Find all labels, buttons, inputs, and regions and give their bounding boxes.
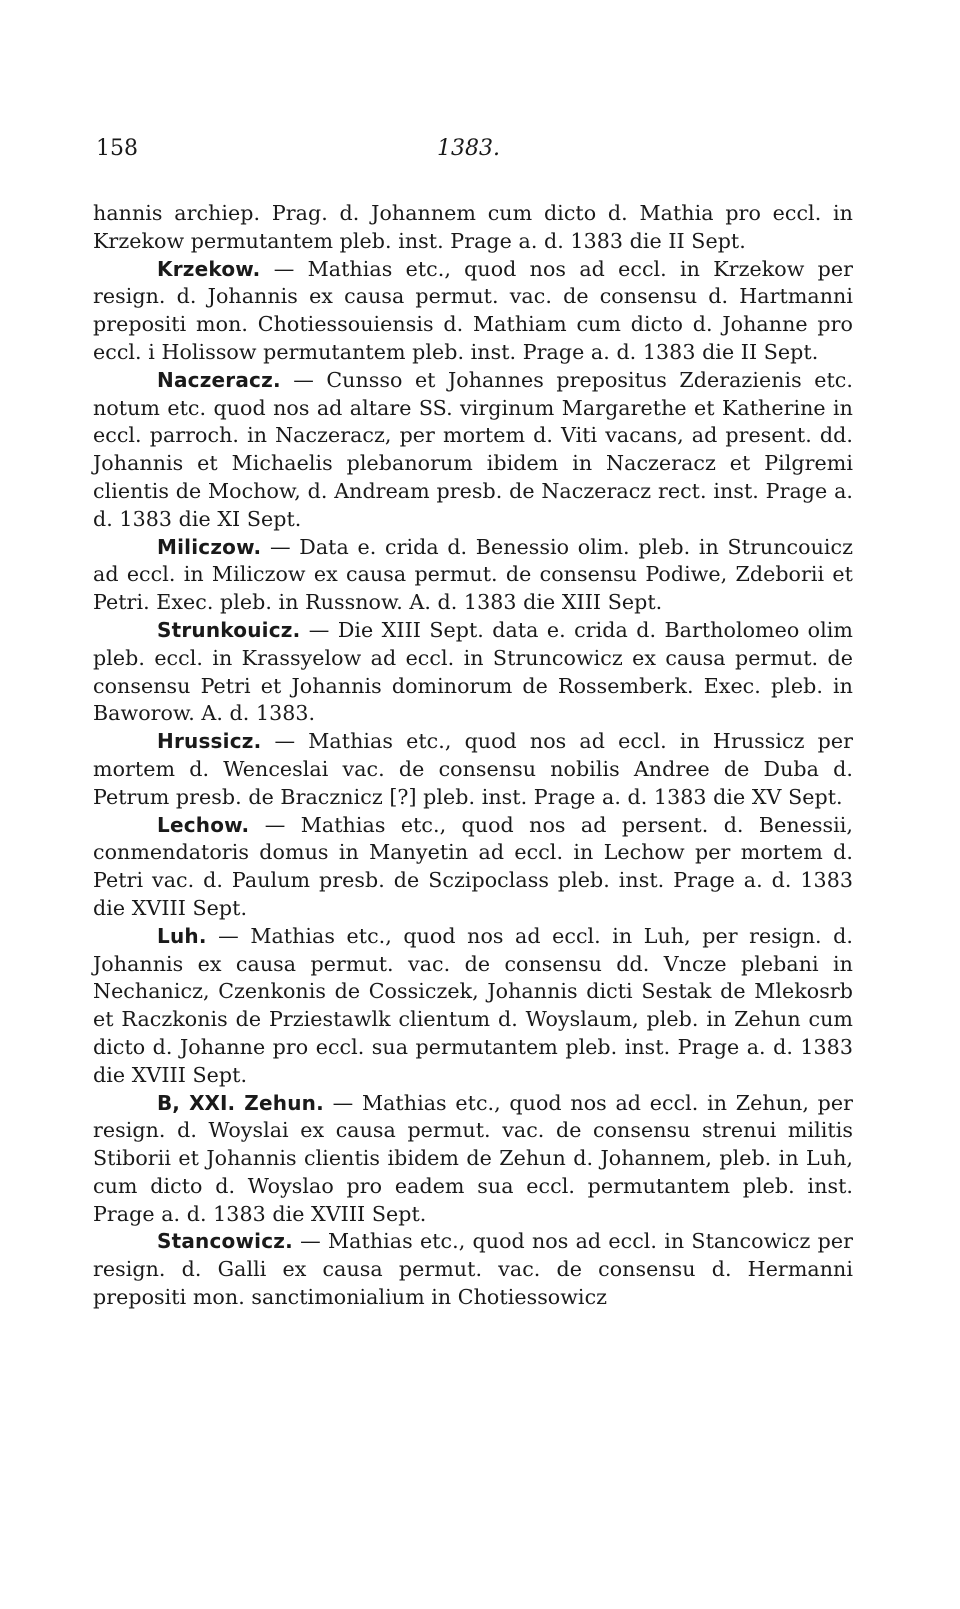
entry-text: — Mathias etc., quod nos ad eccl. in Hrussicz per mortem d. Wenceslai vac. de consensu nobilis Andree de Duba d. Petrum presb. de Bracznicz [?] pleb. inst. Prage a. d. 1383 die XV Sept. (93, 729, 853, 809)
entry-text: — Mathias etc., quod nos ad persent. d. Benessii, conmendatoris domus in Manyetin ad eccl. in Lechow per mortem d. Petri vac. d. Paulum presb. de Sczipoclass pleb. inst. Prage a. d. 1383 die XVIII Sept. (93, 812, 853, 920)
entry-zehun (93, 1090, 853, 1229)
entry-text: — Mathias etc., quod nos ad eccl. in Stancowicz per resign. d. Galli ex causa permut. vac. de consensu d. Hermanni prepositi mon. sanctimonialium in Chotiessowicz (93, 1229, 853, 1310)
entry-naczeracz (93, 367, 853, 534)
entry-text: hannis archiep. Prag. d. Johannem cum dicto d. Mathia pro eccl. in Krzekow permutantem pleb. inst. Prage a. d. 1383 die II Sept. (93, 201, 853, 253)
entry-reference-prefix: B, XXI. (157, 1090, 245, 1115)
entry-miliczow (93, 534, 853, 617)
entry-text: — Mathias etc., quod nos ad eccl. in Zehun, per resign. d. Woyslai ex causa permut. vac. de consensu strenui militis Stiborii et Johannis clientis ibidem de Zehun d. Johannem, pleb. in Luh, cum dicto d. Woyslao pro eadem sua eccl. permutantem pleb. inst. Prage a. d. 1383 die XVIII Sept. (93, 1090, 853, 1226)
entry-continuation (93, 200, 853, 256)
entry-heading: Stancowicz. (157, 1229, 293, 1254)
entry-heading: Lechow. (157, 812, 250, 837)
entry-strunkouicz (93, 617, 853, 728)
entry-heading: Zehun. (244, 1090, 324, 1115)
entry-heading: Krzekow. (157, 256, 261, 281)
entry-heading: Strunkouicz. (157, 617, 301, 642)
entry-krzekow (93, 256, 853, 367)
running-head-year: 1383. (437, 136, 500, 161)
entry-text: — Mathias etc., quod nos ad eccl. in Krzekow per resign. d. Johannis ex causa permut. vac. de consensu d. Hartmanni prepositi mon. Chotiessouiensis d. Mathiam cum dicto d. Johanne pro eccl. i Holissow permutantem pleb. inst. Prage a. d. 1383 die II Sept. (93, 256, 853, 364)
entry-heading: Miliczow. (157, 534, 262, 559)
entry-heading: Naczeracz. (157, 367, 281, 392)
entry-text: — Cunsso et Johannes prepositus Zderazienis etc. notum etc. quod nos ad altare SS. virginum Margarethe et Katherine in eccl. parroch. in Naczeracz, per mortem d. Viti vacans, ad present. dd. Johannis et Michaelis plebanorum ibidem in Naczeracz et Pilgremi clientis de Mochow, d. Andream presb. de Naczeracz rect. inst. Prage a. d. 1383 die XI Sept. (93, 367, 853, 531)
entry-heading: Hrussicz. (157, 729, 262, 754)
page-number: 158 (96, 136, 138, 161)
entry-heading: Luh. (157, 923, 207, 948)
page-header (96, 133, 852, 165)
entry-text: — Data e. crida d. Benessio olim. pleb. in Struncouicz ad eccl. in Miliczow ex causa permut. de consensu Podiwe, Zdeborii et Petri. Exec. pleb. in Russnow. A. d. 1383 die XIII Sept. (93, 534, 853, 615)
entry-stancowicz (93, 1228, 853, 1311)
entry-text: — Die XIII Sept. data e. crida d. Bartholomeo olim pleb. eccl. in Krassyelow ad eccl. in Struncowicz ex causa permut. de consensu Petri et Johannis dominorum de Rossemberk. Exec. pleb. in Baworow. A. d. 1383. (93, 617, 853, 726)
entry-lechow (93, 812, 853, 923)
document-body (93, 200, 853, 1312)
entry-text: — Mathias etc., quod nos ad eccl. in Luh, per resign. d. Johannis ex causa permut. vac. de consensu dd. Vncze plebani in Nechanicz, Czenkonis de Cossiczek, Johannis dicti Sestak de Mlekosrb et Raczkonis de Prziestawlk clientum d. Woyslaum, pleb. in Zehun cum dicto d. Johanne pro eccl. sua permutantem pleb. inst. Prage a. d. 1383 die XVIII Sept. (93, 923, 853, 1087)
entry-hrussicz (93, 728, 853, 811)
entry-luh (93, 923, 853, 1090)
